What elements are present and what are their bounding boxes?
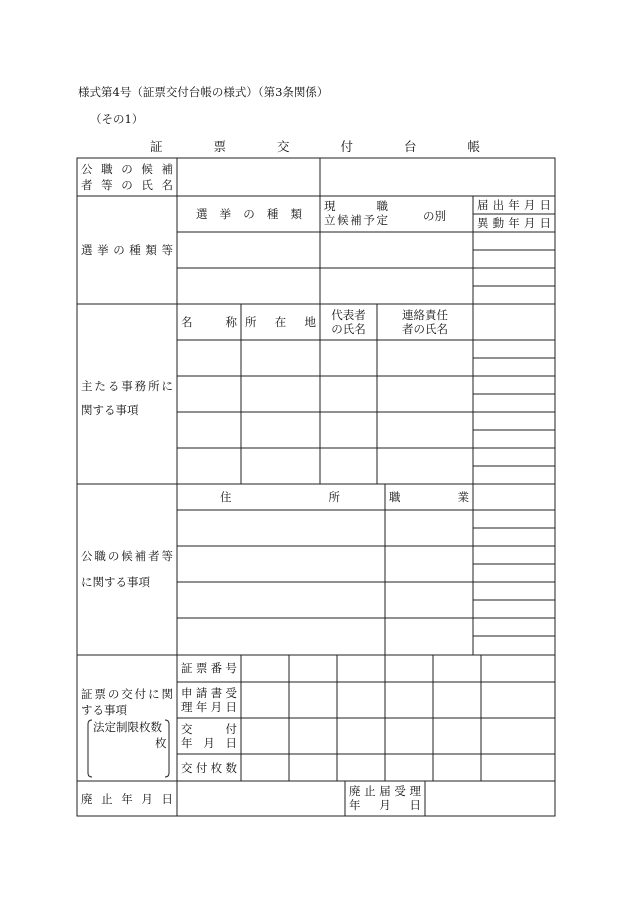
- main-office-label-line2: 関する事項: [81, 403, 139, 417]
- election-type-label: 選 挙 の 種 類 等: [81, 243, 173, 257]
- issued-count-row-label: 交付枚数: [181, 761, 237, 775]
- form-title: 様式第4号（証票交付台帳の様式）（第3条関係）: [78, 85, 329, 99]
- election-type-column-header: 選 挙 の 種 類: [196, 207, 302, 221]
- contact-person-header-line1: 連絡責任: [402, 308, 448, 322]
- issue-date-label-line1: 交 付: [181, 722, 237, 736]
- legal-limit-unit: 枚: [155, 736, 167, 750]
- representative-header-line1: 代表者: [331, 308, 366, 322]
- office-location-header: 所 在 地: [245, 315, 316, 329]
- current-status-header-line2: 立候補予定: [324, 213, 388, 227]
- sub-title: （その1）: [90, 112, 144, 126]
- abolition-date-label: 廃 止 年 月 日: [81, 792, 173, 806]
- contact-person-header-line2: 者の氏名: [402, 322, 448, 336]
- application-receipt-date-label-line1: 申請書受: [181, 686, 237, 700]
- legal-limit-note: 法定制限枚数: [93, 720, 162, 734]
- notify-date-header: 届出年月日: [477, 198, 551, 212]
- candidate-details-label-line2: に関する事項: [81, 575, 150, 589]
- main-office-label-line1: 主たる事務所に: [81, 379, 173, 393]
- office-name-header: 名 称: [181, 315, 237, 329]
- abolition-notice-date-label-line1: 廃止届受理: [349, 784, 421, 798]
- issue-date-label-line2: 年 月 日: [181, 736, 237, 750]
- current-status-header-suffix: の別: [423, 209, 446, 223]
- certificate-number-row-label: 証票番号: [181, 661, 237, 675]
- occupation-header: 職 業: [389, 490, 469, 504]
- current-status-header-line1: 現 職: [324, 199, 388, 213]
- application-receipt-date-label-line2: 理年月日: [181, 700, 237, 714]
- issuance-label-line2: する事項: [81, 703, 127, 717]
- candidate-name-label-line2: 者 等 の 氏 名: [81, 178, 173, 192]
- address-header: 住 所: [220, 490, 340, 504]
- candidate-name-label-line1: 公 職 の 候 補: [81, 162, 173, 176]
- change-date-header: 異動年月日: [477, 216, 551, 230]
- representative-header-line2: の氏名: [331, 322, 366, 336]
- issuance-label-line1: 証票の交付に関: [81, 687, 173, 701]
- candidate-details-label-line1: 公職の候補者等: [81, 549, 173, 563]
- abolition-notice-date-label-line2: 年 月 日: [349, 798, 421, 812]
- doc-title: 証 票 交 付 台 帳: [150, 139, 480, 154]
